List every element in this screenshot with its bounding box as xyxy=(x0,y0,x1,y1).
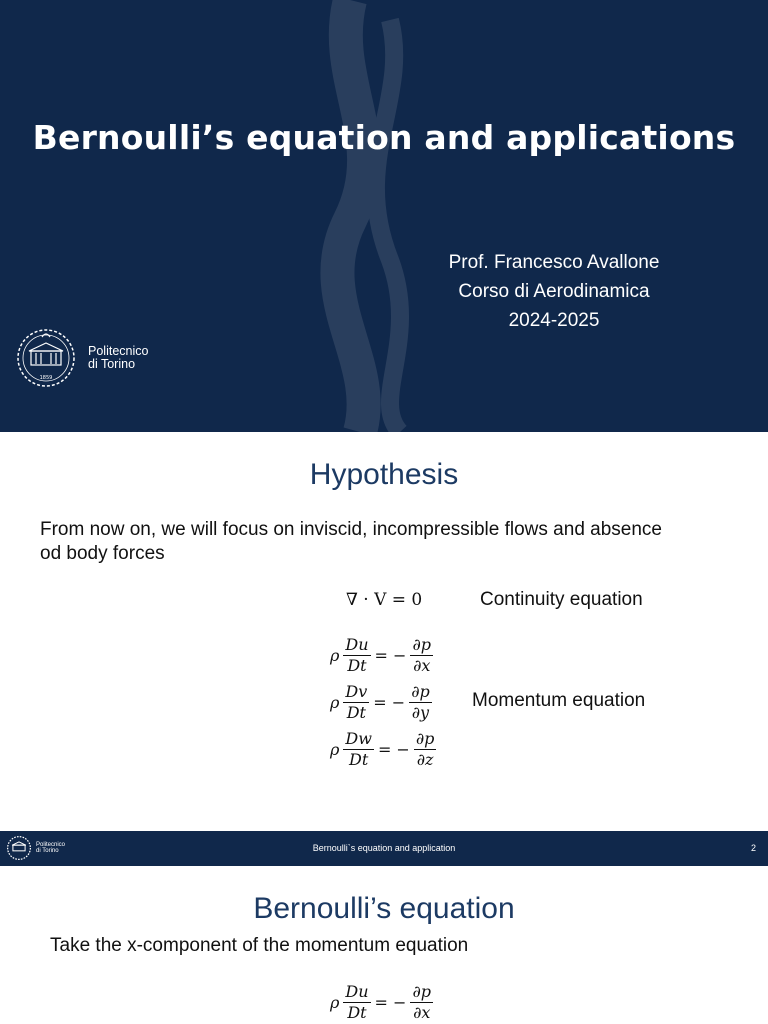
university-logo xyxy=(14,327,148,389)
continuity-label: Continuity equation xyxy=(480,589,643,610)
momentum-equations xyxy=(330,632,436,773)
momentum-label: Momentum equation xyxy=(472,690,646,711)
author-name: Prof. Francesco Avallone xyxy=(448,252,660,273)
title-slide xyxy=(0,0,768,432)
slide-footer xyxy=(0,831,768,866)
paragraph-line-2: od body forces xyxy=(40,543,165,564)
university-seal-icon xyxy=(14,327,78,389)
hypothesis-slide xyxy=(0,432,768,832)
hypothesis-paragraph xyxy=(40,518,740,566)
footer-logo-line2: di Torino xyxy=(36,848,59,854)
svg-text:1859: 1859 xyxy=(39,375,53,381)
background-column-decoration xyxy=(290,0,450,432)
continuity-equation: ∇ · V = 0 xyxy=(346,590,423,610)
academic-year: 2024-2025 xyxy=(508,310,600,331)
logo-text-line2: di Torino xyxy=(88,357,136,371)
paragraph-line-1: From now on, we will focus on inviscid, incompressible flows and absence xyxy=(40,519,662,540)
slide-title: Bernoulli’s equation and applications xyxy=(32,118,736,157)
momentum-equation-z: ρ $\frac{Dw}{Dt}$ = − $\frac{\partial p}{\partial z}$ xyxy=(330,729,435,769)
course-name: Corso di Aerodinamica xyxy=(458,281,650,302)
momentum-equation-x: ρ $\frac{Du}{Dt}$ = − $\frac{\partial p}{\partial x}$ xyxy=(330,635,431,675)
footer-logo-line1: Politecnico xyxy=(36,842,66,848)
page-number: 2 xyxy=(750,843,756,853)
momentum-equation-y: ρ $\frac{Dv}{Dt}$ = − $\frac{\partial p}{\partial y}$ xyxy=(330,682,430,722)
logo-text-line1: Politecnico xyxy=(88,344,149,358)
slide-heading: Bernoulli’s equation xyxy=(253,892,515,925)
slide-heading: Hypothesis xyxy=(309,458,459,491)
bernoulli-slide xyxy=(0,866,768,1024)
author-block xyxy=(440,248,668,335)
footer-title: Bernoulli`s equation and application xyxy=(312,843,456,853)
momentum-x-equation: ρ $\frac{Du}{Dt}$ = − $\frac{\partial p}{\partial x}$ xyxy=(330,982,431,1022)
bernoulli-paragraph: Take the x-component of the momentum equation xyxy=(50,935,469,956)
